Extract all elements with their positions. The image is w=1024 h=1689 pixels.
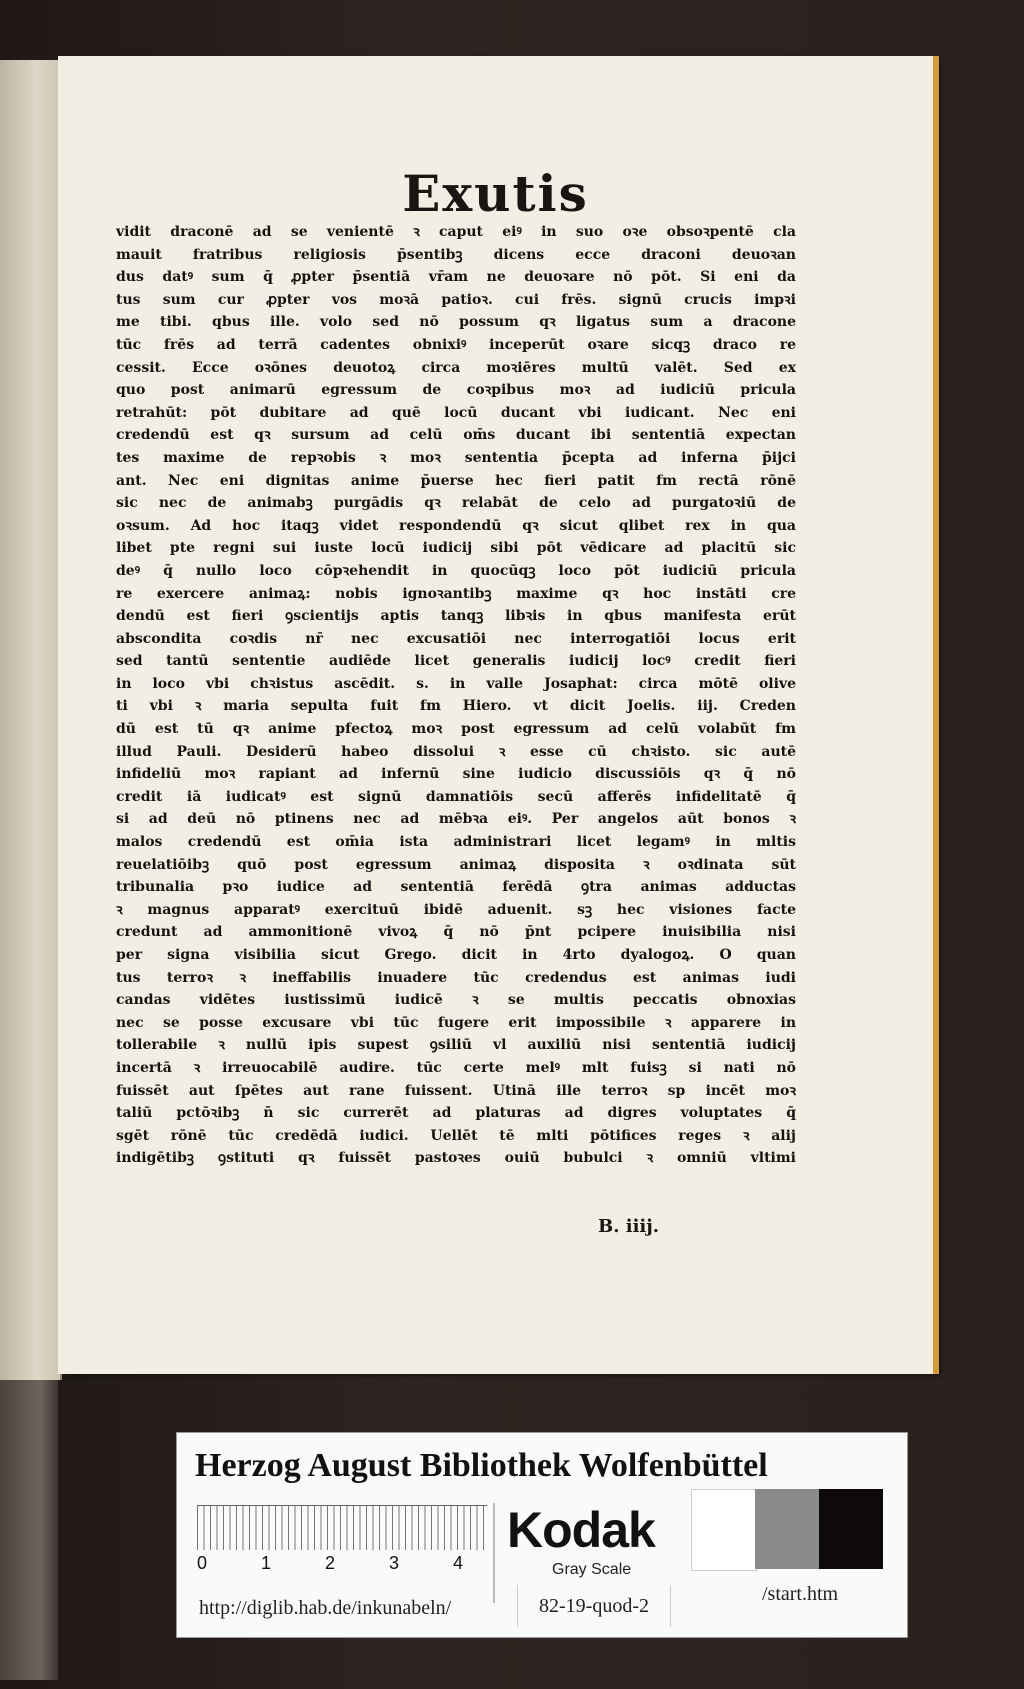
text-line: ant. Nec eni dignitas anime p̄uerse hec fieri patit fm rectā rōnē (116, 472, 796, 489)
text-line: tes maxime de repꝛobis ꝛ moꝛ sententia p̄cepta ad inferna p̄ijci (116, 449, 796, 466)
text-line: taliū pctōꝛibꝫ n̄ sic currerēt ad platuras ad digres voluptates q̄ (116, 1105, 796, 1122)
text-line: tus terroꝛ ꝛ ineffabilis inuadere tūc credendus est animas iudi (116, 969, 796, 986)
text-line: nec se posse excusare vbi tūc fugere erit impossibile ꝛ apparere in (116, 1014, 796, 1031)
text-line: vidit draconē ad se venientē ꝛ caput eiꝰ in suo oꝛe obsoꝛpentē cla (116, 224, 796, 240)
url-identifier: 82-19-quod-2 (517, 1585, 671, 1627)
text-line: illud Pauli. Desiderū habeo dissolui ꝛ esse cū chꝛisto. sic autē (116, 743, 796, 760)
text-line: indigētibꝫ ꝯstituti qꝛ fuissēt pastoꝛes ouiū bubulci ꝛ omniū vltimi (116, 1150, 796, 1167)
text-line: tūc frēs ad terrā cadentes obnixiꝰ inceperūt oꝛare sicqꝫ draco re (116, 336, 796, 353)
text-line: candas vidētes iustissimū iudicē ꝛ se multis peccatis obnoxias (116, 992, 796, 1009)
gray-patch-mid (755, 1489, 819, 1569)
text-line: sed tantū sententie audiēde licet generalis iudicij locꝰ credit fieri (116, 653, 796, 670)
text-line: credit iā iudicatꝰ est signū damnatiōis secū afferēs infidelitatē q̄ (116, 788, 796, 805)
text-line: in loco vbi chꝛistus ascēdit. s. in valle Josaphat: circa mōtē olive (116, 675, 796, 692)
text-line: fuissēt aut ſpētes aut rane fuissent. Utinā ille terroꝛ sp incēt moꝛ (116, 1082, 796, 1099)
text-line: me tibi. qbus ille. volo sed nō possum qꝛ ligatus sum a dracone (116, 314, 796, 331)
text-line: ti vbi ꝛ maria sepulta fuit fm Hiero. vt dicit Joelis. iij. Creden (116, 698, 796, 715)
ruler-number: 2 (325, 1553, 336, 1573)
text-line: sic nec de animabꝫ purgādis qꝛ relabāt de celo ad purgatoꝛiū de (116, 495, 796, 512)
gray-scale-label: Gray Scale (552, 1561, 632, 1578)
adjacent-page-edge (0, 60, 62, 1380)
text-line: incertā ꝛ irreuocabilē audire. tūc certe melꝰ mlt fuisꝫ si nati nō (116, 1059, 796, 1076)
text-line: malos credendū est om̄ia ista administrari licet legamꝰ in mltis (116, 834, 796, 851)
text-line: tus sum cur ꝓpter vos moꝛā patioꝛ. cui frēs. signū crucis impꝛi (116, 291, 796, 308)
text-line: dus datꝰ sum q̄ ꝓpter p̄sentiā vr̄am ne deuoꝛare nō pōt. Si eni da (116, 269, 796, 286)
book-cover-edge (0, 1380, 58, 1680)
ruler-scale (197, 1505, 487, 1550)
text-line: credunt ad ammonitionē vivoꝝ q̄ nō p̄nt pcipere inuisibilia nisi (116, 924, 796, 941)
text-line: sgēt rōnē tūc credēdā iudici. Uellēt tē mlti pōtifices reges ꝛ alij (116, 1127, 796, 1144)
text-line: quo post animarū egressum de coꝛpibus moꝛ ad iudiciū pricula (116, 382, 796, 399)
text-line: infideliū moꝛ rapiant ad infernū sine iudicio discussiōis qꝛ q̄ nō (116, 766, 796, 783)
text-line: deꝰ q̄ nullo loco cōpꝛehendit in quocūqꝫ loco pōt iudiciū pricula (116, 562, 796, 579)
text-line: dendū est fieri ꝯscientijs aptis tanqꝫ libꝛis in qbus manifesta erūt (116, 608, 796, 625)
ruler-number: 4 (453, 1553, 464, 1573)
calibration-card (176, 1432, 908, 1638)
text-body (116, 221, 796, 1170)
page-heading: Exutis (402, 164, 589, 223)
text-line: mauit fratribus religiosis p̄sentibꝫ dicens ecce draconi deuoꝛan (116, 246, 796, 263)
book-page (58, 56, 933, 1374)
text-line: cessit. Ecce oꝛōnes deuotoꝝ circa moꝛiēres multū valēt. Sed ex (116, 359, 796, 376)
ruler-number: 1 (261, 1553, 272, 1573)
kodak-logo: Kodak (507, 1502, 655, 1558)
url-suffix: /start.htm (762, 1583, 839, 1605)
text-line: tribunalia pꝛo iudice ad sententiā ferēdā ꝯtra animas adductas (116, 879, 796, 896)
text-line: dū est tū qꝛ anime pfectoꝝ moꝛ post egressum ad celū volabūt fm (116, 721, 796, 738)
text-line: tollerabile ꝛ nullū ipis supest ꝯsiliū vl auxiliū nisi sententiā iudicij (116, 1037, 796, 1054)
ruler-number: 0 (197, 1553, 208, 1573)
text-line: si ad deū nō ptinens nec ad mēbꝛa eiꝰ. Per angelos aūt bonos ꝛ (116, 811, 796, 828)
text-line: libet pte regni sui iuste locū iudicij sibi pōt vēdicare ad placitū sic (116, 540, 796, 557)
text-line: re exercere animaꝝ: nobis ignoꝛantibꝫ maxime qꝛ hoc instāti cre (116, 585, 796, 602)
gray-patch-white (691, 1489, 757, 1571)
gray-patch-black (819, 1489, 883, 1569)
signature-mark: B. iiij. (598, 1216, 660, 1237)
text-line: retrahūt: pōt dubitare ad quē locū ducant vbi iudicant. Nec eni (116, 404, 796, 421)
library-name: Herzog August Bibliothek Wolfenbüttel (195, 1447, 768, 1484)
text-line: reuelatiōibꝫ quō post egressum animaꝝ disposita ꝛ oꝛdinata sūt (116, 856, 796, 873)
text-line: ꝛ magnus apparatꝰ exercituū ibidē aduenit. sꝫ hec visiones facte (116, 901, 796, 918)
text-line: per signa visibilia sicut Grego. dicit in 4rto dyalogoꝝ. O quan (116, 947, 796, 963)
ruler-number: 3 (389, 1553, 400, 1573)
divider (493, 1503, 495, 1603)
text-line: credendū est qꝛ sursum ad celū om̄s ducant ibi sententiā expectan (116, 427, 796, 444)
url-base: http://diglib.hab.de/inkunabeln/ (199, 1597, 452, 1619)
text-line: abscondita coꝛdis nr̄ nec excusatiōi nec interrogatiōi locus erit (116, 630, 796, 647)
text-line: oꝛsum. Ad hoc itaqꝫ videt respondendū qꝛ sicut qlibet rex in qua (116, 517, 796, 534)
